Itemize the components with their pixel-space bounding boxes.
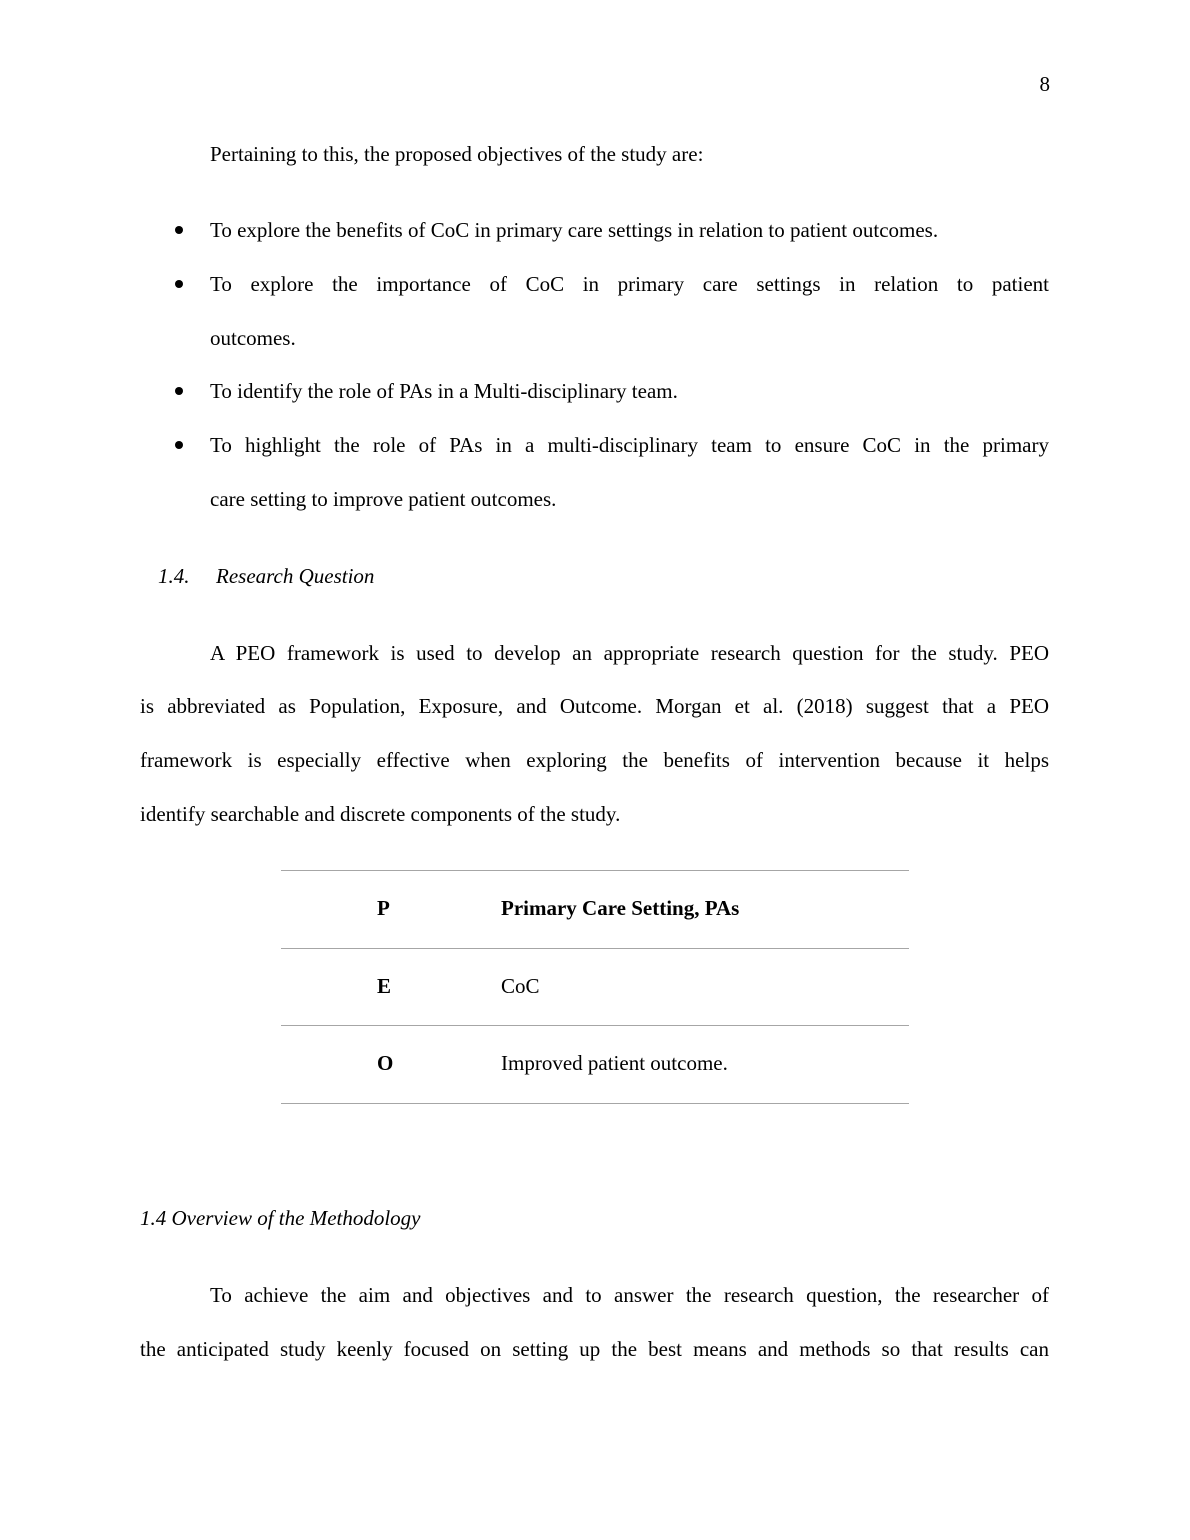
objective-4-line-2: care setting to improve patient outcomes. bbox=[210, 487, 557, 511]
bullet-icon bbox=[175, 441, 183, 449]
peo-row-population bbox=[281, 870, 909, 948]
page-number: 8 bbox=[1039, 72, 1050, 96]
intro-text: Pertaining to this, the proposed objectives of the study are: bbox=[210, 142, 704, 166]
paragraph-line: A PEO framework is used to develop an appropriate research question for the study. PEO bbox=[210, 641, 1049, 665]
peo-row-outcome bbox=[281, 1025, 909, 1104]
paragraph-line: To achieve the aim and objectives and to answer the research question, the researcher of bbox=[210, 1283, 1049, 1307]
bullet-icon bbox=[175, 280, 183, 288]
objective-1-line-1: To explore the benefits of CoC in primary care settings in relation to patient outcomes. bbox=[210, 218, 939, 242]
bullet-icon bbox=[175, 226, 183, 234]
objective-2-line-2: outcomes. bbox=[210, 326, 296, 350]
objective-3-line-1: To identify the role of PAs in a Multi-disciplinary team. bbox=[210, 379, 678, 403]
peo-description: Improved patient outcome. bbox=[501, 1051, 728, 1075]
objective-2-line-1: To explore the importance of CoC in primary care settings in relation to patient bbox=[210, 272, 1049, 296]
paragraph-line: framework is especially effective when exploring the benefits of intervention because it helps bbox=[140, 748, 1049, 772]
paragraph-line: is abbreviated as Population, Exposure, and Outcome. Morgan et al. (2018) suggest that a PEO bbox=[140, 694, 1049, 718]
peo-row-exposure bbox=[281, 948, 909, 1026]
paragraph-line: identify searchable and discrete components of the study. bbox=[140, 802, 621, 826]
objective-4-line-1: To highlight the role of PAs in a multi-disciplinary team to ensure CoC in the primary bbox=[210, 433, 1049, 457]
research-question-heading: Research Question bbox=[216, 564, 375, 588]
paragraph-line: the anticipated study keenly focused on setting up the best means and methods so that results can bbox=[140, 1337, 1049, 1361]
peo-description: Primary Care Setting, PAs bbox=[501, 896, 740, 920]
methodology-heading: 1.4 Overview of the Methodology bbox=[140, 1206, 421, 1230]
research-question-number: 1.4. bbox=[158, 564, 190, 588]
peo-letter: E bbox=[377, 974, 392, 998]
peo-description: CoC bbox=[501, 974, 540, 998]
peo-letter: O bbox=[377, 1051, 394, 1075]
peo-letter: P bbox=[377, 896, 390, 920]
bullet-icon bbox=[175, 387, 183, 395]
